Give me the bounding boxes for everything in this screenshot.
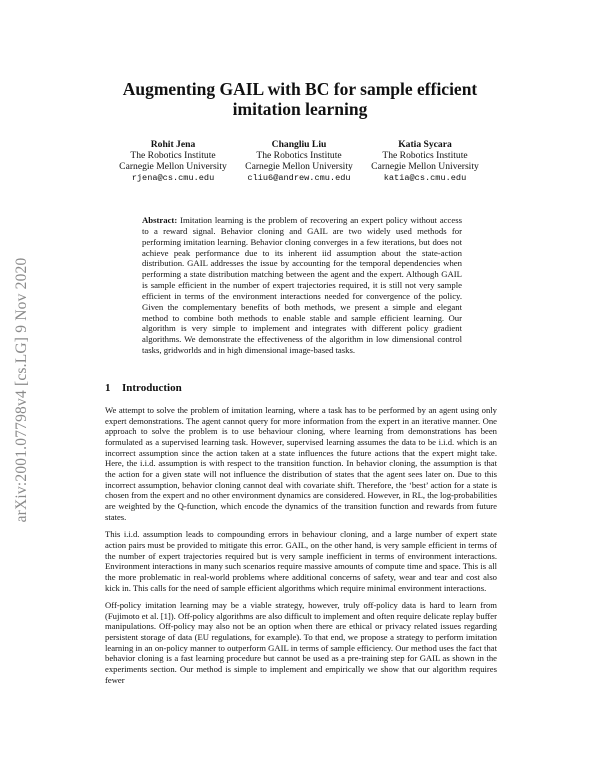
author-email: cliu6@andrew.cmu.edu xyxy=(247,172,351,183)
author-institute: The Robotics Institute xyxy=(130,150,216,162)
introduction-body xyxy=(105,405,497,692)
abstract-label: Abstract: xyxy=(142,215,178,225)
author-name: Rohit Jena xyxy=(150,139,196,150)
paragraph: Off-policy imitation learning may be a viable strategy, however, truly off-policy data is hard to learn from (Fujimoto et al. [1]). Off-policy algorithms are also difficult to implement and often require delicate replay buffer manipulations. Off-policy may also not be an option when there are ethical or privacy related issues regarding persistent storage of data (EU regulations, for example). To that end, we propose a strategy to perform imitation learning in an on-policy manner to outperform GAIL in terms of sample efficiency. Our method uses the fact that behavior cloning is a fast learning procedure but cannot be used as a pre-training step for GAIL as shown in the experiments section. Our method is simple to implement and empirically we show that our algorithm requires fewer xyxy=(105,600,497,685)
author-name: Katia Sycara xyxy=(398,139,452,150)
author-institute: The Robotics Institute xyxy=(382,150,468,162)
author-email: katia@cs.cmu.edu xyxy=(383,172,467,183)
author-email: rjena@cs.cmu.edu xyxy=(131,172,215,183)
section-heading xyxy=(105,382,182,394)
arxiv-identifier xyxy=(2,200,42,580)
paragraph: This i.i.d. assumption leads to compounding errors in behaviour cloning, and a large number of expert state action pairs must be provided to mitigate this error. GAIL, on the other hand, is very sample efficient in terms of the number of expert trajectories required but is very sample inefficient in terms of environment interactions. Environment interactions in many such scenarios require massive amounts of compute time and space. This is all the more problematic in real-world problems where additional concerns of safety, wear and tear and cost also kick in. This calls for the need of sample efficient algorithms which require minimal environment interactions. xyxy=(105,529,497,593)
author-university: Carnegie Mellon University xyxy=(119,161,227,173)
author-name: Changliu Liu xyxy=(271,139,327,150)
section-title: Introduction xyxy=(122,382,182,394)
abstract-text: Imitation learning is the problem of recovering an expert policy without access to a reward signal. Behavior cloning and GAIL are two widely used methods for performing imitation learning. Behavior cloning converges in a few iterations, but does not achieve peak performance due to its inherent iid assumption about the state-action distribution. GAIL addresses the issue by accounting for the temporal dependencies when performing a state distribution matching between the agent and the expert. Although GAIL is sample efficient in the number of expert trajectories required, it is still not very sample efficient in terms of the environment interactions needed for convergence of the policy. Given the complementary benefits of both methods, we present a simple and elegant method to combine both methods to enable stable and sample efficient learning. Our algorithm is very simple to implement and integrates with different policy gradient algorithms. We demonstrate the effectiveness of the algorithm in low dimensional control tasks, gridworlds and in high dimensional image-based tasks. xyxy=(142,215,463,356)
author-3 xyxy=(340,139,510,184)
abstract xyxy=(142,215,462,356)
paragraph: We attempt to solve the problem of imitation learning, where a task has to be performed by an agent using only expert demonstrations. The agent cannot query for more information from the expert in an iterative manner. One approach to solve the problem is to use behaviour cloning, where learning from demonstrations has been formulated as a supervised learning task. However, supervised learning assumes the data to be i.i.d. which is an incorrect assumption since the action taken at a state influences the future actions that the expert might take. Here, the i.i.d. assumption is with respect to the transition function. In behavior cloning, the assumption is that the action for a given state will not influence the distribution of states that the agent sees later on. Due to this incorrect assumption, behavior cloning cannot deal with covariate shift. Therefore, the ‘best’ action for a state is chosen from the expert and no other environment dynamics are considered. However, in RL, the log-probabilities are weighted by the Q-function, which encode the dynamics of the transition function and rewards from future states. xyxy=(105,405,497,522)
paper-title: Augmenting GAIL with BC for sample efficient imitation learning xyxy=(122,79,478,119)
author-university: Carnegie Mellon University xyxy=(245,161,353,173)
author-institute: The Robotics Institute xyxy=(256,150,342,162)
author-university: Carnegie Mellon University xyxy=(371,161,479,173)
arxiv-identifier-text: arXiv:2001.07798v4 [cs.LG] 9 Nov 2020 xyxy=(13,257,30,523)
section-number: 1 xyxy=(105,382,111,394)
